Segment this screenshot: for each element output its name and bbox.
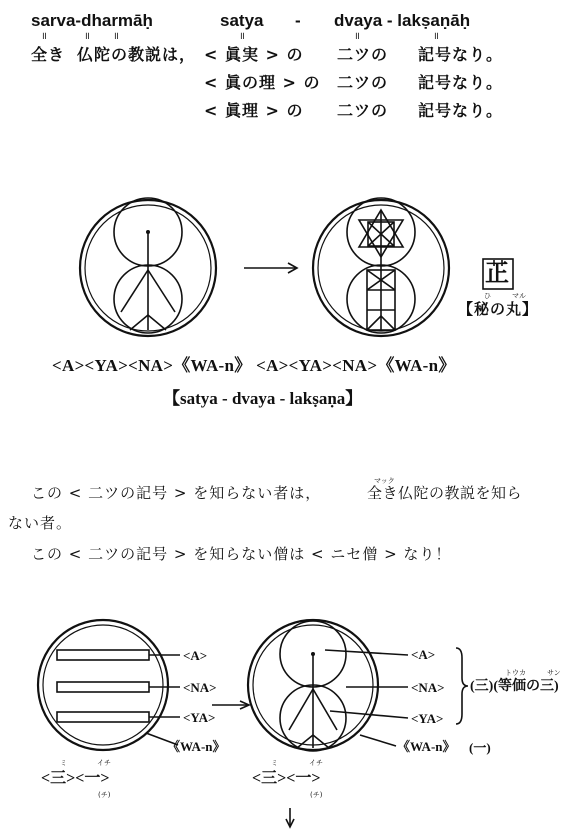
line1-two: 二ツの — [337, 45, 389, 64]
line1-symbol: 記号なり。 — [418, 45, 504, 64]
equals-mark: ॥ — [433, 31, 439, 42]
br-label-a: <A> — [411, 647, 436, 662]
sanskrit-word-sarva-dharmah: sarva-dharmāḥ — [31, 11, 153, 30]
mi-ichi-left: <三><一> — [41, 770, 110, 787]
line2-two: 二ツの — [337, 73, 389, 92]
ruby-chi: (チ) — [310, 791, 323, 799]
right-emblem — [313, 198, 449, 336]
br-label-ya: <YA> — [411, 711, 444, 726]
ruby-mi: ミ — [60, 759, 67, 767]
sanskrit-word-dvaya-laksanah: dvaya - lakṣaṇāḥ — [334, 11, 471, 30]
ruby-mi: ミ — [271, 759, 278, 767]
line3-two: 二ツの — [337, 101, 389, 120]
ruby-ichi: イチ — [97, 759, 111, 767]
mi-ichi-right: <三><一> — [252, 770, 321, 787]
equals-mark: ॥ — [239, 31, 245, 42]
line1-truth: < 眞実 > の — [204, 45, 304, 64]
sanskrit-word-satya: satya — [220, 11, 264, 30]
one-suffix: (一) — [469, 740, 491, 755]
left-emblem-dot — [146, 230, 150, 234]
paragraph-line1a: この < 二ツの記号 > を知らない者は， — [31, 484, 322, 502]
paragraph-line2: この < 二ツの記号 > を知らない僧は < ニセ僧 > なり！ — [31, 545, 452, 563]
equals-mark: ॥ — [354, 31, 360, 42]
ruby-hi: ひ — [484, 292, 491, 300]
ruby-touka: トウカ — [505, 669, 526, 677]
line1-zenki: 全き — [31, 45, 66, 64]
br-label-wan: 《WA-n》 — [397, 739, 456, 754]
sanskrit-dash: - — [295, 11, 301, 30]
bottom-transform-arrow — [212, 701, 249, 709]
bl-label-wan: 《WA-n》 — [167, 739, 226, 754]
line2-truth: < 眞の理 > の — [204, 73, 321, 92]
satya-dvaya-title: 【satya - dvaya - lakṣaṇa】 — [163, 389, 363, 408]
secret-emblem-label: 【秘の丸】 — [458, 300, 539, 318]
equals-mark: ॥ — [41, 31, 47, 42]
three-equal-label: (三)(等価の三) — [470, 679, 559, 694]
bl-label-ya: <YA> — [183, 710, 216, 725]
down-arrow — [286, 808, 294, 827]
line3-truth: < 眞理 > の — [204, 101, 304, 120]
transform-arrow — [244, 263, 297, 273]
ruby-maru: マル — [512, 292, 526, 300]
equals-mark: ॥ — [113, 31, 119, 42]
line3-symbol: 記号なり。 — [418, 101, 504, 120]
ruby-makku: マック — [374, 477, 395, 485]
paragraph-line1c: ない者。 — [8, 514, 73, 532]
bottom-right-emblem-dot — [311, 652, 315, 656]
line2-symbol: 記号なり。 — [418, 73, 504, 92]
equals-mark: ॥ — [84, 31, 90, 42]
bottom-left-emblem — [38, 620, 180, 750]
ruby-ichi: イチ — [309, 759, 323, 767]
seed-syllable-row: <A><YA><NA>《WA-n》 <A><YA><NA>《WA-n》 — [52, 356, 456, 375]
br-label-na: <NA> — [411, 680, 445, 695]
paragraph-line1b: 全き仏陀の教説を知ら — [367, 484, 523, 502]
ruby-san: サン — [547, 669, 561, 677]
left-emblem — [80, 198, 216, 336]
ruby-chi: (チ) — [98, 791, 111, 799]
bl-label-na: <NA> — [183, 680, 217, 695]
secret-emblem-glyph: 正 — [485, 259, 509, 287]
bl-label-a: <A> — [183, 648, 208, 663]
line1-teaching: 仏陀の教説は， — [77, 45, 197, 64]
